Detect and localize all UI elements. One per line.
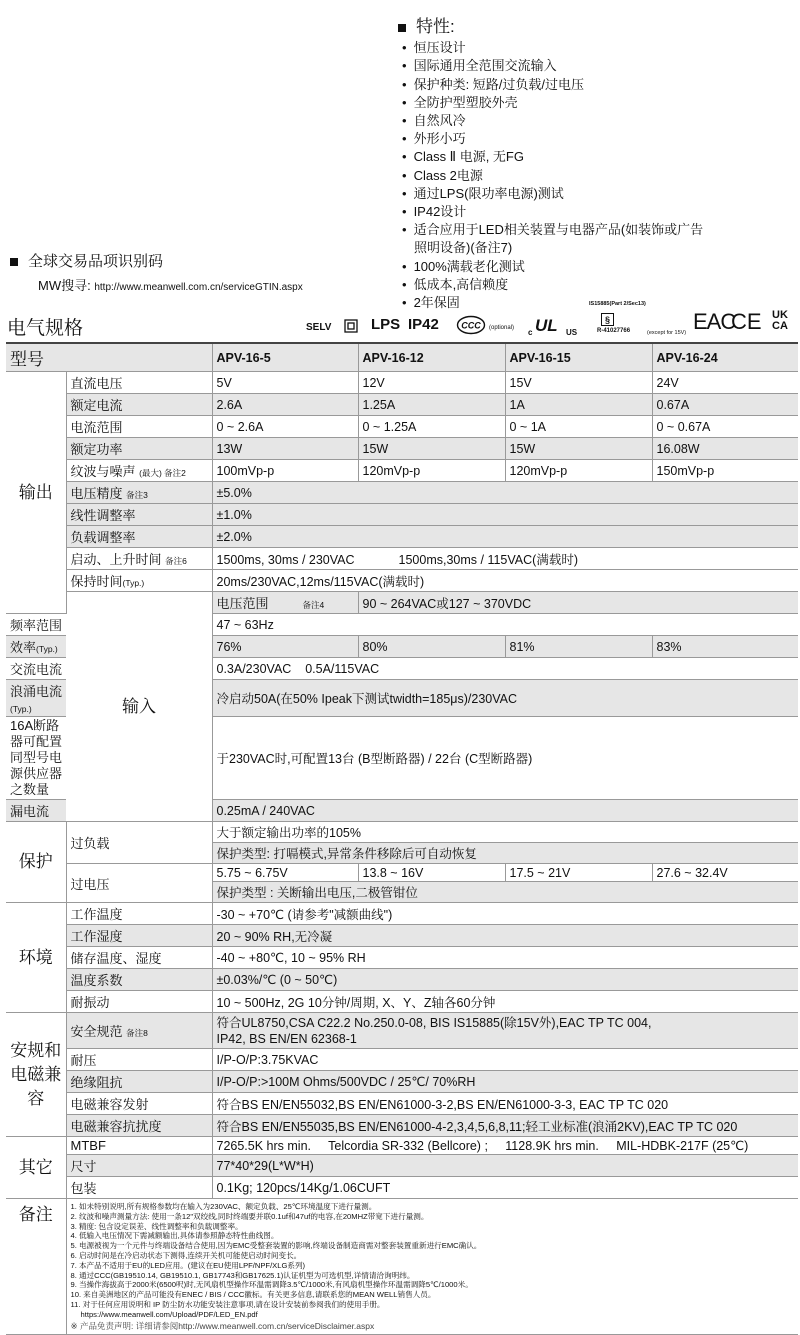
row-label: 工作湿度	[66, 925, 212, 947]
square-bullet-icon	[398, 24, 406, 32]
lps-mark: LPS	[371, 316, 401, 333]
cell: 81%	[505, 636, 652, 658]
category-output: 输出	[6, 372, 66, 614]
gtin-search	[38, 275, 303, 294]
row-label: 过负载	[66, 822, 212, 864]
feature-item: • 低成本,高信赖度	[398, 276, 714, 294]
table-row	[6, 1115, 798, 1137]
table-row	[6, 416, 798, 438]
cell: 1500ms, 30ms / 230VAC 1500ms,30ms / 115VAC(满载时)	[212, 548, 798, 570]
row-label: 负载调整率	[66, 526, 212, 548]
cell: 47 ~ 63Hz	[212, 614, 798, 636]
row-note: (Typ.)	[122, 578, 145, 588]
feature-item: • 恒压设计	[398, 39, 714, 57]
ul-listed-icon	[528, 315, 582, 342]
table-row	[6, 372, 798, 394]
note-item: 6. 启动时间是在冷启动状态下测得,连续开关机可能使启动时间变长。	[70, 1250, 302, 1260]
table-row	[6, 482, 798, 504]
category-others: 其它	[6, 1137, 66, 1199]
category-safety-emc: 安规和电磁兼容	[6, 1013, 66, 1137]
row-label: 电压范围 备注4	[212, 592, 358, 614]
bis-number: R-41027766	[597, 328, 631, 334]
category-environment: 环境	[6, 903, 66, 1013]
cell: 大于额定输出功率的105%	[212, 822, 798, 843]
cell: 2.6A	[212, 394, 358, 416]
table-row	[6, 1155, 798, 1177]
feature-item: • 100%满载老化测试	[398, 258, 714, 276]
row-note: 备注4	[302, 600, 325, 610]
eac-mark: EAC	[693, 309, 736, 334]
cell: 保护类型: 打嗝模式,异常条件移除后可自动恢复	[212, 843, 798, 864]
cell: 冷启动50A(在50% Ipeak下测试twidth=185μs)/230VAC	[212, 680, 798, 717]
cell: 120mVp-p	[358, 460, 505, 482]
feature-item: • 国际通用全范围交流输入	[398, 57, 714, 75]
table-row	[6, 1093, 798, 1115]
table-row	[6, 526, 798, 548]
note-item: 1. 如未特别说明,所有规格参数均在输入为230VAC、额定负载、25℃环境温度下进行量测。	[70, 1202, 377, 1211]
model-name: APV-16-5	[212, 343, 358, 372]
table-row	[6, 438, 798, 460]
svg-text:US: US	[566, 328, 578, 337]
table-row	[6, 460, 798, 482]
optional-note: (optional)	[489, 325, 515, 331]
row-note: 备注8	[126, 1028, 148, 1038]
row-label: 频率范围	[6, 614, 66, 636]
cell: 120mVp-p	[505, 460, 652, 482]
cell: 5.75 ~ 6.75V	[212, 864, 358, 882]
cell: 20ms/230VAC,12ms/115VAC(满载时)	[212, 570, 798, 592]
table-row	[6, 1049, 798, 1071]
table-row	[6, 548, 798, 570]
table-row	[6, 969, 798, 991]
table-row	[6, 903, 798, 925]
note-item: 11. 对于任何应用说明和 IP 防尘防水功能安装注意事项,请在设计安装前参阅我们的使用手册。	[70, 1299, 385, 1309]
cell: 于230VAC时,可配置13台 (B型断路器) / 22台 (C型断路器)	[212, 717, 798, 800]
ccc-logo-icon	[456, 315, 486, 340]
row-label: 电流范围	[66, 416, 212, 438]
cell: 0.67A	[652, 394, 798, 416]
table-row	[6, 570, 798, 592]
row-label: 额定功率	[66, 438, 212, 460]
row-label: 耐压	[66, 1049, 212, 1071]
feature-item: • 外形小巧	[398, 130, 714, 148]
row-label: 包装	[66, 1177, 212, 1199]
cell: 1A	[505, 394, 652, 416]
row-label: 安全规范 备注8	[66, 1013, 212, 1049]
row-label: 16A断路器可配置同型号电源供应器之数量	[6, 717, 66, 800]
feature-item: • IP42设计	[398, 203, 714, 221]
cell: 0 ~ 1.25A	[358, 416, 505, 438]
cell: 15V	[505, 372, 652, 394]
cell: 20 ~ 90% RH,无冷凝	[212, 925, 798, 947]
cell: 1.25A	[358, 394, 505, 416]
feature-item: • 保护种类: 短路/过负载/过电压	[398, 76, 714, 94]
ip-mark: IP42	[408, 316, 439, 333]
feature-item: • 全防护型塑胶外壳	[398, 94, 714, 112]
ukca-mark: UK CA	[772, 309, 788, 332]
cell: 保护类型 : 关断输出电压,二极管钳位	[212, 882, 798, 903]
table-row	[6, 1071, 798, 1093]
cell: 0 ~ 0.67A	[652, 416, 798, 438]
svg-text:CCC: CCC	[461, 320, 481, 331]
row-label: 工作温度	[66, 903, 212, 925]
cell: 12V	[358, 372, 505, 394]
category-notes: 备注	[6, 1199, 66, 1335]
cell: ±0.03%/℃ (0 ~ 50℃)	[212, 969, 798, 991]
note-item: 2. 纹波和噪声测量方法: 使用一条12"双绞线,同时终端要并联0.1uf和47uf的电容,在20MHZ带宽下进行量测。	[70, 1211, 429, 1221]
spec-title: 电气规格	[7, 318, 84, 339]
cell: 0.1Kg; 120pcs/14Kg/1.06CUFT	[212, 1177, 798, 1199]
row-label: 交流电流	[6, 658, 66, 680]
cell: 0 ~ 1A	[505, 416, 652, 438]
row-label: 电磁兼容抗扰度	[66, 1115, 212, 1137]
cell: 符合UL8750,CSA C22.2 No.250.0-08, BIS IS15885(除15V外),EAC TP TC 004, IP42, BS EN/EN 62368-1	[212, 1013, 798, 1049]
table-row	[6, 822, 798, 843]
feature-item: • 适合应用于LED相关装置与电器产品(如装饰或广告照明设备)(备注7)	[398, 221, 714, 257]
cell: 10 ~ 500Hz, 2G 10分钟/周期, X、Y、Z轴各60分钟	[212, 991, 798, 1013]
model-label: 型号	[6, 343, 212, 372]
note-item: 5. 电源被视为一个元件与终端设备结合使用,因为EMC受整套装置的影响,终端设备制造商需对整套装置重新进行EMC确认。	[70, 1241, 482, 1251]
features-heading: 特性:	[398, 18, 714, 36]
ce-mark: CE	[731, 309, 762, 334]
cell: 符合BS EN/EN55032,BS EN/EN61000-3-2,BS EN/EN61000-3-3, EAC TP TC 020	[212, 1093, 798, 1115]
row-label: 漏电流	[6, 800, 66, 822]
cell: 16.08W	[652, 438, 798, 460]
category-protection: 保护	[6, 822, 66, 903]
cell: 83%	[652, 636, 798, 658]
row-label: 电压精度 备注3	[66, 482, 212, 504]
cell: 24V	[652, 372, 798, 394]
cell: 15W	[505, 438, 652, 460]
model-name: APV-16-15	[505, 343, 652, 372]
row-label: 浪涌电流(Typ.)	[6, 680, 66, 717]
cell: -40 ~ +80℃, 10 ~ 95% RH	[212, 947, 798, 969]
row-label: 电磁兼容发射	[66, 1093, 212, 1115]
table-row	[6, 1177, 798, 1199]
table-row	[6, 1013, 798, 1049]
note-item: 8. 通过CCC(GB19510.14, GB19510.1, GB17743和GB17625.1)认证机型为可选机型,详情请洽询明纬。	[70, 1270, 415, 1280]
cell: 7265.5K hrs min. Telcordia SR-332 (Bellcore) ; 1128.9K hrs min. MIL-HDBK-217F (25℃)	[212, 1137, 798, 1155]
svg-text:§: §	[604, 315, 611, 325]
cell: 80%	[358, 636, 505, 658]
row-label: 尺寸	[66, 1155, 212, 1177]
table-row	[6, 947, 798, 969]
table-row	[6, 504, 798, 526]
svg-text:c: c	[528, 328, 533, 337]
cell: 13W	[212, 438, 358, 460]
row-label: 纹波与噪声 (最大) 备注2	[66, 460, 212, 482]
cell: 0.25mA / 240VAC	[212, 800, 798, 822]
row-label: 线性调整率	[66, 504, 212, 526]
cell: -30 ~ +70℃ (请参考"减额曲线")	[212, 903, 798, 925]
feature-item: • 自然风冷	[398, 112, 714, 130]
bis-standard: IS15885(Part 2/Sec13)	[589, 301, 646, 307]
cell: ±2.0%	[212, 526, 798, 548]
note-link[interactable]: https://www.meanwell.com/Upload/PDF/LED_EN.pdf	[80, 1309, 258, 1319]
row-label: 额定电流	[66, 394, 212, 416]
row-note: 备注3	[126, 490, 148, 500]
cell: 0.3A/230VAC 0.5A/115VAC	[212, 658, 798, 680]
gtin-section	[10, 250, 303, 294]
notes-row	[6, 1199, 798, 1335]
model-name: APV-16-12	[358, 343, 505, 372]
cell: 27.6 ~ 32.4V	[652, 864, 798, 882]
cell: 76%	[212, 636, 358, 658]
cell: ±5.0%	[212, 482, 798, 504]
row-label: 直流电压	[66, 372, 212, 394]
disclaimer: ※ 产品免责声明: 详细请参阅http://www.meanwell.com.cn/serviceDisclaimer.aspx	[70, 1320, 375, 1331]
cell: 150mVp-p	[652, 460, 798, 482]
note-item: 10. 来自美洲地区的产品可能没有ENEC / BIS / CCC徽标。有关更多信息,请联系您的MEAN WELL销售人员。	[70, 1290, 436, 1300]
feature-item: • Class 2电源	[398, 167, 714, 185]
cell: 15W	[358, 438, 505, 460]
row-label: 储存温度、湿度	[66, 947, 212, 969]
note-item: 3. 精度: 包含设定误差、线性调整率和负载调整率。	[70, 1221, 243, 1231]
gtin-title: 全球交易品项识别码	[10, 250, 303, 271]
note-item: 7. 本产品不适用于EU的LED应用。(建议在EU使用LPF/NPF/XLG系列)	[70, 1260, 306, 1270]
cell: 17.5 ~ 21V	[505, 864, 652, 882]
category-input: 输入	[66, 592, 212, 822]
square-bullet-icon	[10, 258, 18, 266]
cell: ±1.0%	[212, 504, 798, 526]
note-item: 9. 当操作海拔高于2000米(6500呎)时,无风扇机型操作环温需调降3.5℃/1000米,有风扇机型操作环温需调降5℃/1000米。	[70, 1280, 473, 1290]
table-row	[6, 592, 798, 614]
class2-icon	[344, 319, 358, 338]
row-label: 启动、上升时间 备注6	[66, 548, 212, 570]
spec-table	[6, 342, 798, 1335]
feature-item: • Class Ⅱ 电源, 无FG	[398, 148, 714, 166]
notes-list	[66, 1199, 798, 1335]
cell: 100mVp-p	[212, 460, 358, 482]
row-label: MTBF	[66, 1137, 212, 1155]
row-label: 绝缘阻抗	[66, 1071, 212, 1093]
row-label: 温度系数	[66, 969, 212, 991]
mw-search-label: MW搜寻:	[38, 278, 91, 293]
table-row	[6, 1137, 798, 1155]
bis-note: (except for 15V)	[647, 330, 687, 336]
row-label: 耐振动	[66, 991, 212, 1013]
cell: 77*40*29(L*W*H)	[212, 1155, 798, 1177]
svg-text:UL: UL	[535, 316, 558, 335]
row-label: 保持时间(Typ.)	[66, 570, 212, 592]
table-row	[6, 991, 798, 1013]
cell: I/P-O/P:3.75KVAC	[212, 1049, 798, 1071]
cell: 5V	[212, 372, 358, 394]
cell: 0 ~ 2.6A	[212, 416, 358, 438]
cell: 90 ~ 264VAC或127 ~ 370VDC	[358, 592, 798, 614]
table-row	[6, 864, 798, 882]
cell: 符合BS EN/EN55035,BS EN/EN61000-4-2,3,4,5,6,8,11;轻工业标准(浪涌2KV),EAC TP TC 020	[212, 1115, 798, 1137]
features-list	[398, 18, 714, 312]
row-label: 效率(Typ.)	[6, 636, 66, 658]
gtin-link[interactable]: http://www.meanwell.com.cn/serviceGTIN.aspx	[94, 282, 303, 293]
row-note: 备注6	[165, 556, 187, 566]
cell: I/P-O/P:>100M Ohms/500VDC / 25℃/ 70%RH	[212, 1071, 798, 1093]
selv-mark: SELV	[306, 322, 332, 333]
row-note: (Typ.)	[36, 644, 58, 654]
feature-item: • 通过LPS(限功率电源)测试	[398, 185, 714, 203]
table-row	[6, 925, 798, 947]
note-item: 4. 低输入电压情况下需减额输出,具体请参照静态特性曲线图。	[70, 1231, 279, 1241]
model-row	[6, 343, 798, 372]
feature-item: • 2年保固	[398, 294, 714, 312]
model-name: APV-16-24	[652, 343, 798, 372]
cell: 13.8 ~ 16V	[358, 864, 505, 882]
table-row	[6, 394, 798, 416]
row-label: 过电压	[66, 864, 212, 903]
row-note: (Typ.)	[10, 704, 32, 714]
row-note: (最大) 备注2	[139, 468, 186, 478]
